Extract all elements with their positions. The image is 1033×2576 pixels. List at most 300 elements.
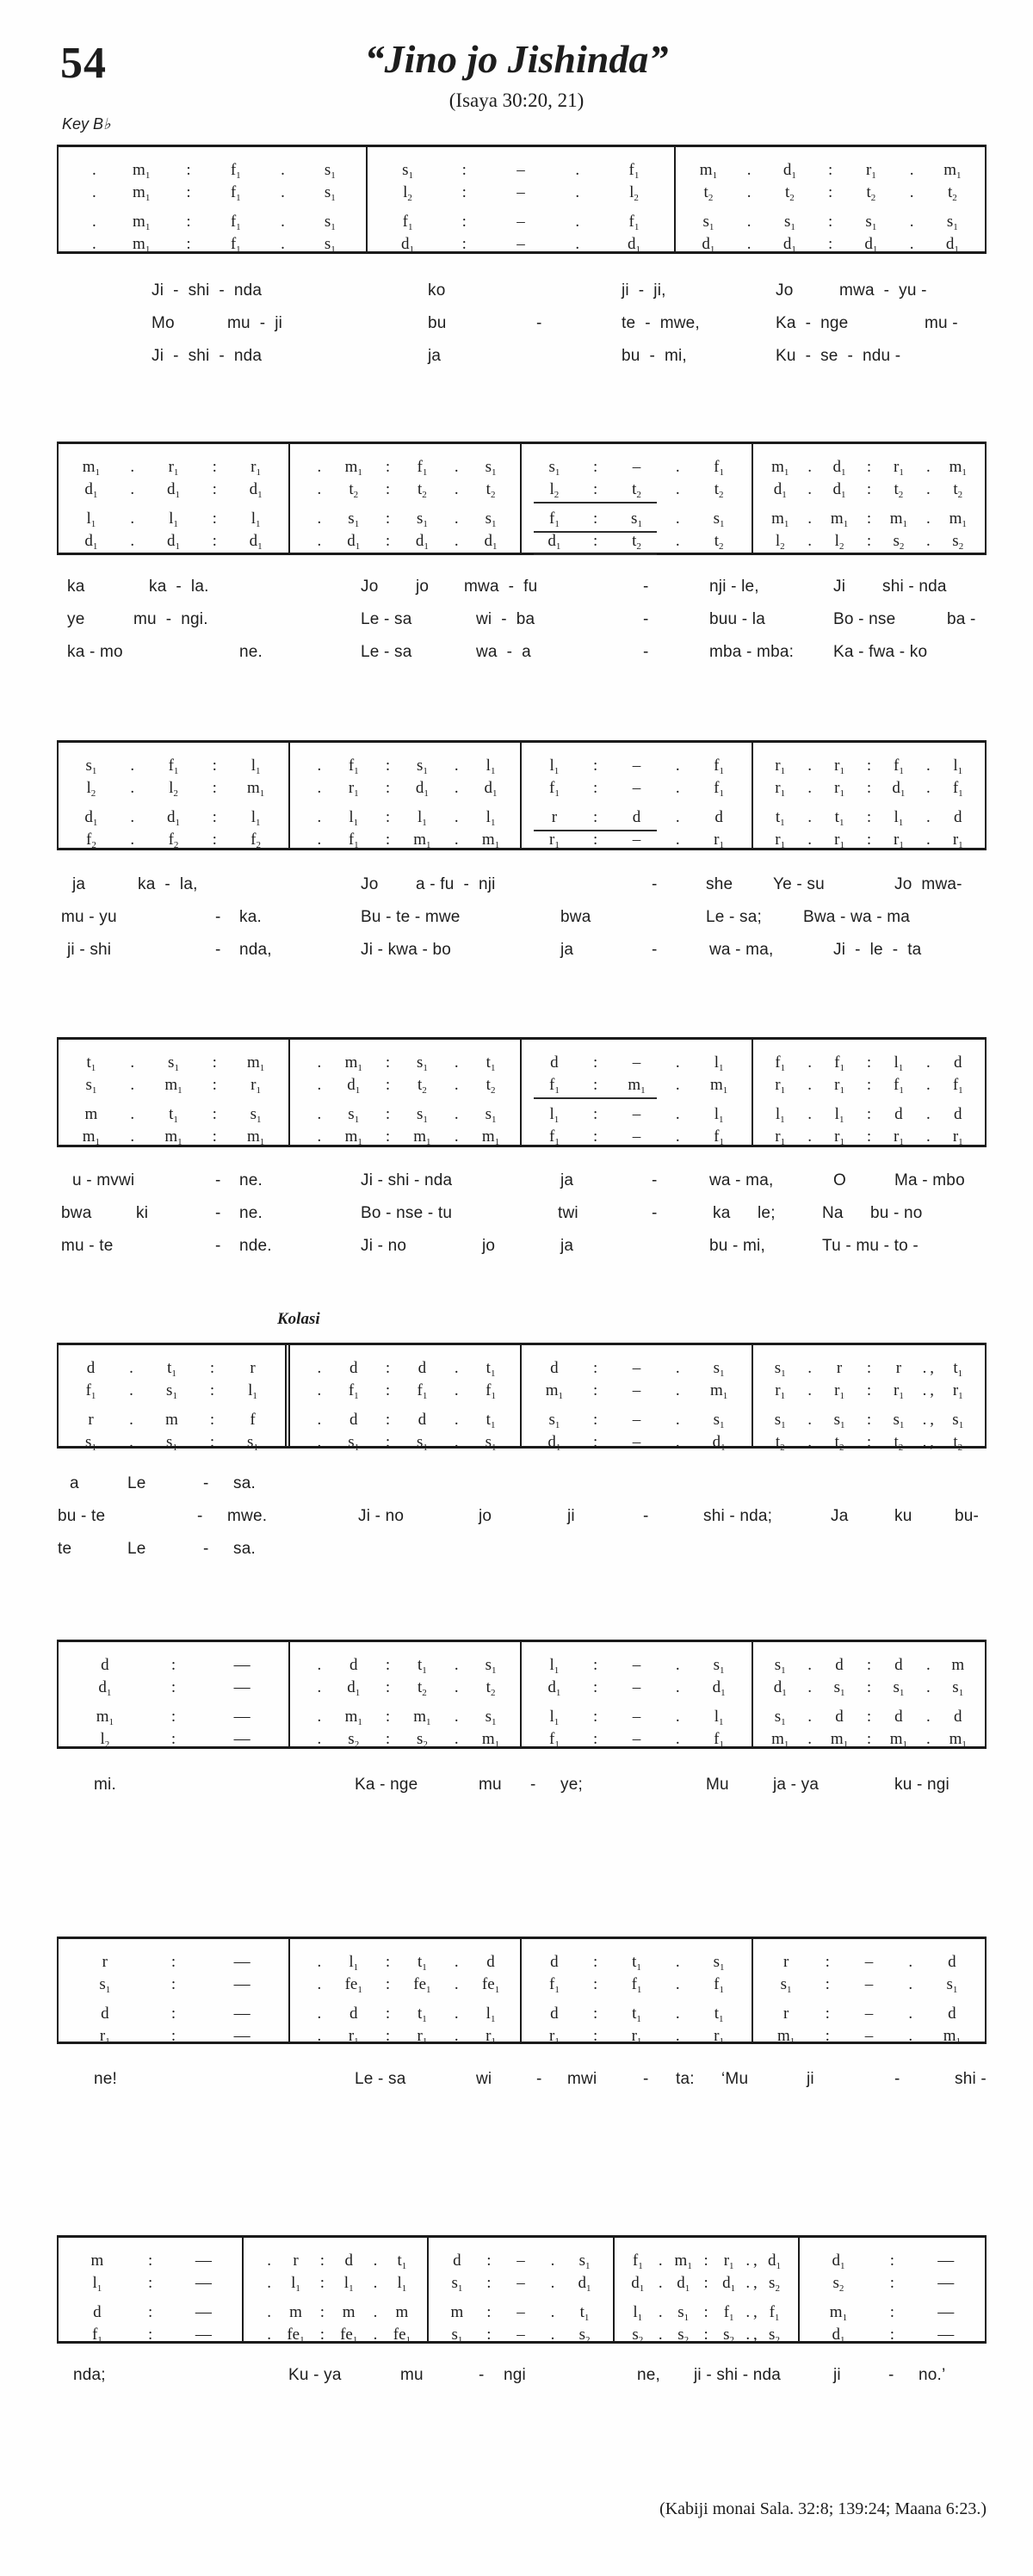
solfa-token: . [281, 235, 285, 253]
solfa-token: : [385, 831, 391, 849]
solfa-token: f [250, 1411, 256, 1429]
solfa-token: : [319, 2274, 325, 2292]
solfa-token: : [866, 808, 872, 826]
voice-row-tenor [59, 1105, 288, 1124]
solfa-token: : [593, 1359, 598, 1377]
solfa-token: : [319, 2326, 325, 2344]
lyric-syllable: mu - te [61, 1237, 114, 1255]
solfa-token: $r_1$ [417, 2027, 428, 2047]
solfa-token: : [186, 213, 191, 231]
voice-row-alto [244, 2274, 427, 2293]
voice-row-bass [800, 2326, 985, 2344]
solfa-token: r [102, 1953, 108, 1971]
solfa-token: $t_2$ [486, 480, 496, 500]
solfa-token: . [925, 1127, 931, 1146]
solfa-token: : [170, 1953, 176, 1971]
voice-row-bass [59, 2027, 288, 2046]
solfa-token: d [101, 2005, 109, 2023]
voice-row-alto [522, 779, 752, 798]
solfa-token: : [147, 2303, 153, 2321]
solfa-token: $s_1$ [485, 1708, 497, 1727]
solfa-token: : [385, 808, 391, 826]
solfa-token: $s_1$ [168, 1053, 179, 1073]
solfa-token: – [632, 757, 641, 775]
lyric-syllable: Jo [361, 875, 379, 893]
solfa-token: $f_1$ [417, 1381, 428, 1401]
solfa-token: : [385, 2005, 391, 2023]
solfa-token: r [88, 1411, 94, 1429]
lyric-syllable: Le - sa [355, 2070, 406, 2088]
solfa-token: : [385, 1678, 391, 1696]
voice-row-alto [753, 1381, 985, 1400]
solfa-token: . [317, 510, 322, 528]
lyric-syllable: ka - la, [138, 875, 198, 893]
solfa-token: $m_1$ [133, 183, 151, 203]
solfa-token: : [825, 2027, 830, 2045]
solfa-token: . [130, 532, 135, 550]
lyric-syllable: Ji [833, 578, 846, 596]
solfa-token: $m_1$ [82, 458, 101, 478]
solfa-token: . [675, 532, 680, 550]
solfa-token: $f_1$ [714, 779, 724, 799]
solfa-token: . [317, 757, 322, 775]
measure [429, 2238, 614, 2345]
solfa-token: . [317, 1433, 322, 1451]
solfa-token: : [385, 1708, 391, 1726]
solfa-token: $m_1$ [949, 510, 967, 529]
lyric-syllable: mi. [94, 1776, 116, 1794]
solfa-token: . [807, 1433, 812, 1451]
solfa-token: $l_2$ [629, 183, 639, 203]
lyric-syllable: ye; [560, 1776, 583, 1794]
voice-row-soprano [522, 757, 752, 775]
solfa-token: $s_1$ [485, 458, 497, 478]
solfa-token: . [807, 1127, 812, 1146]
solfa-token: . [807, 779, 812, 797]
voice-row-bass [522, 2027, 752, 2046]
measure [59, 1345, 290, 1453]
solfa-token: : [209, 1433, 215, 1451]
solfa-token: $d_1$ [773, 1678, 787, 1698]
solfa-token: $s_1$ [416, 510, 428, 529]
solfa-token: $r_1$ [631, 2027, 642, 2047]
solfa-token: — [195, 2252, 212, 2270]
solfa-token: : [866, 1656, 872, 1674]
solfa-token: $s_1$ [952, 1411, 964, 1430]
solfa-token: : [385, 1656, 391, 1674]
key-signature-label: Key B♭ [62, 115, 111, 133]
solfa-token: $f_1$ [230, 183, 241, 203]
measure [615, 2238, 800, 2345]
solfa-token: $r_1$ [893, 1381, 904, 1401]
solfa-token: $r_1$ [775, 1127, 786, 1147]
solfa-token: $s_2$ [416, 1730, 428, 1750]
solfa-token: d [894, 1656, 903, 1674]
solfa-token: $l_1$ [714, 1053, 724, 1073]
solfa-token: d [948, 1953, 956, 1971]
voice-row-bass [290, 2027, 520, 2046]
voice-row-bass [753, 2027, 985, 2046]
solfa-token: : [703, 2252, 708, 2270]
solfa-token: $s_1$ [247, 1433, 258, 1453]
solfa-token: : [186, 161, 191, 179]
solfa-token: $t_2$ [486, 1076, 496, 1096]
lyric-syllable: ne. [239, 643, 263, 661]
solfa-token: $l_1$ [714, 1708, 724, 1727]
solfa-token: $fe_1$ [344, 1975, 362, 1995]
solfa-token: : [147, 2252, 153, 2270]
solfa-token: : [170, 2027, 176, 2045]
voice-row-soprano [429, 2252, 612, 2270]
lyric-syllable: sa. [233, 1540, 256, 1558]
solfa-token: r [895, 1359, 902, 1377]
solfa-token: $t_1$ [418, 2005, 427, 2024]
solfa-token: . [807, 1656, 812, 1674]
solfa-token: $d_1$ [832, 480, 846, 500]
voice-row-tenor [753, 808, 985, 827]
solfa-token: . [454, 831, 459, 849]
solfa-token: . [925, 779, 931, 797]
voice-row-soprano [59, 458, 288, 477]
solfa-token: $fe_1$ [340, 2326, 358, 2345]
lyric-syllable: a [70, 1474, 79, 1492]
solfa-token: $f_1$ [723, 2303, 734, 2323]
voice-row-bass [290, 532, 520, 551]
solfa-token: m [395, 2303, 409, 2321]
solfa-token: $t_1$ [953, 1359, 963, 1379]
solfa-token: : [170, 1975, 176, 1993]
solfa-token: $m_1$ [830, 510, 849, 529]
solfa-token: $s_1$ [416, 1053, 428, 1073]
solfa-token: $s_1$ [485, 1433, 497, 1453]
solfa-token: . [317, 2005, 322, 2023]
solfa-token: d [835, 1656, 844, 1674]
solfa-token: $r_1$ [952, 1127, 963, 1147]
solfa-system-6 [57, 1640, 987, 1749]
solfa-token: $fe_1$ [481, 1975, 500, 1995]
solfa-token: $t_2$ [775, 1433, 785, 1453]
solfa-token: . [454, 2027, 459, 2045]
solfa-token: $l_1$ [248, 1381, 257, 1401]
lyric-syllable: ka - mo [67, 643, 123, 661]
solfa-token: : [593, 1975, 598, 1993]
hymn-title: “Jino jo Jishinda” [364, 37, 669, 81]
solfa-token: : [593, 757, 598, 775]
solfa-token: – [516, 2326, 525, 2344]
voice-row-alto [522, 480, 752, 503]
solfa-token: m [289, 2303, 302, 2321]
voice-row-bass [429, 2326, 612, 2344]
solfa-token: $f_1$ [714, 1127, 724, 1147]
solfa-token: : [385, 1359, 391, 1377]
solfa-token: : [866, 1708, 872, 1726]
lyric-syllable: ka - la. [149, 578, 209, 596]
lyric-syllable: Ku - se - ndu - [776, 347, 901, 365]
solfa-token: $d_1$ [768, 2252, 781, 2271]
solfa-token: : [186, 235, 191, 253]
solfa-token: $l_1$ [397, 2274, 407, 2294]
solfa-token: . [925, 831, 931, 849]
solfa-token: . [129, 1411, 133, 1429]
solfa-token: : [593, 808, 598, 826]
voice-row-alto [290, 1076, 520, 1095]
voice-row-tenor [244, 2303, 427, 2322]
lyric-syllable: ye [67, 610, 85, 628]
voice-row-tenor [59, 2005, 288, 2023]
scripture-reference: (Isaya 30:20, 21) [448, 90, 585, 111]
measure [290, 1040, 522, 1145]
solfa-token: : [593, 1411, 598, 1429]
solfa-token: . [317, 1127, 322, 1146]
solfa-token: $f_1$ [714, 458, 724, 478]
solfa-token: $d_1$ [722, 2274, 736, 2294]
lyric-syllable: Ma - mbo [894, 1171, 965, 1189]
lyric-syllable: Ji - kwa - bo [361, 941, 452, 959]
voice-row-soprano [753, 458, 985, 477]
solfa-token: : [866, 779, 872, 797]
voice-row-bass [522, 1433, 752, 1452]
voice-row-bass [290, 831, 520, 849]
solfa-token: . [925, 1708, 931, 1726]
solfa-token: – [516, 2303, 525, 2321]
solfa-token: : [385, 1076, 391, 1094]
solfa-token: $s_1$ [485, 1656, 497, 1676]
solfa-token: $t_2$ [632, 532, 641, 552]
solfa-token: . [130, 510, 135, 528]
solfa-token: $l_1$ [349, 808, 359, 828]
lyric-syllable: ne! [94, 2070, 118, 2088]
solfa-token: . [454, 480, 459, 498]
lyric-syllable: ka. [239, 908, 262, 926]
measure [676, 147, 985, 255]
solfa-token: $s_1$ [451, 2274, 463, 2294]
solfa-token: r [551, 808, 558, 826]
solfa-token: $m_1$ [481, 1127, 500, 1147]
lyric-syllable: ji - shi - nda [694, 2366, 782, 2384]
solfa-token: : [866, 1053, 872, 1072]
solfa-token: $d_1$ [166, 808, 180, 828]
lyric-syllable: ji - shi [67, 941, 112, 959]
lyric-syllable: Ji - no [361, 1237, 407, 1255]
voice-row-bass [522, 1127, 752, 1146]
slur-group [534, 808, 657, 831]
solfa-token: $d_1$ [547, 532, 561, 552]
voice-row-alto [753, 1076, 985, 1095]
solfa-token: . [908, 1953, 913, 1971]
solfa-token: $s_1$ [85, 1076, 97, 1096]
lyric-syllable: Ja [831, 1507, 849, 1525]
solfa-token: $f_1$ [628, 213, 640, 232]
solfa-token: : [212, 1053, 217, 1072]
voice-row-alto [753, 779, 985, 798]
solfa-token: . , [922, 1381, 934, 1399]
voice-row-alto [59, 779, 288, 798]
lyric-syllable: Na [822, 1204, 844, 1222]
lyric-syllable: Ku - ya [288, 2366, 342, 2384]
solfa-token: : [486, 2252, 492, 2270]
lyric-syllable: buu - la [709, 610, 765, 628]
solfa-token: $m_1$ [949, 1730, 967, 1750]
solfa-token: . [675, 1359, 680, 1377]
lyric-syllable: twi [558, 1204, 578, 1222]
lyric-syllable: Ji - no [358, 1507, 405, 1525]
lyric-syllable: ja - ya [773, 1776, 820, 1794]
solfa-token: $l_1$ [894, 808, 904, 828]
lyric-syllable: - [643, 1507, 649, 1525]
solfa-token: . [925, 1678, 931, 1696]
solfa-token: $f_1$ [834, 1053, 844, 1073]
solfa-token: d [86, 1359, 96, 1377]
slur-group [534, 510, 657, 533]
lyric-syllable: - [215, 1171, 221, 1189]
voice-row-soprano [290, 1953, 520, 1972]
lyric-syllable: Ji - shi - nda [152, 347, 263, 365]
voice-row-tenor [753, 1105, 985, 1124]
solfa-token: $r_1$ [893, 831, 904, 850]
solfa-token: $l_1$ [86, 510, 96, 529]
solfa-token: $f_1$ [952, 779, 963, 799]
solfa-token: $l_1$ [775, 1105, 785, 1125]
voice-row-soprano [753, 757, 985, 775]
voice-row-alto [59, 1975, 288, 1994]
voice-row-tenor [522, 1105, 752, 1124]
lyric-syllable: nde. [239, 1237, 272, 1255]
solfa-token: $m_1$ [344, 1708, 362, 1727]
solfa-token: . [317, 779, 322, 797]
solfa-token: . [454, 1053, 459, 1072]
voice-row-soprano [59, 757, 288, 775]
solfa-token: . [908, 2027, 913, 2045]
solfa-token: . [454, 1678, 459, 1696]
lyric-syllable: shi - [955, 2070, 987, 2088]
voice-row-tenor [290, 510, 520, 528]
lyric-syllable: - [203, 1540, 209, 1558]
solfa-token: $f_1$ [893, 1076, 904, 1096]
solfa-token: $r_1$ [486, 2027, 496, 2047]
solfa-token: : [212, 757, 217, 775]
solfa-token: . [281, 183, 285, 201]
solfa-token: . [454, 1433, 459, 1451]
solfa-token: $t_2$ [953, 1433, 963, 1453]
solfa-token: . [317, 1359, 322, 1377]
solfa-token: $t_1$ [834, 808, 844, 828]
solfa-token: $l_2$ [549, 480, 560, 500]
solfa-token: $t_1$ [486, 1053, 496, 1073]
voice-row-alto [290, 480, 520, 499]
solfa-token: $s_1$ [713, 510, 725, 529]
solfa-token: . [317, 1656, 322, 1674]
solfa-token: . [454, 532, 459, 550]
solfa-token: $r_1$ [723, 2252, 734, 2271]
lyric-syllable: Mu [706, 1776, 729, 1794]
solfa-token: . [267, 2252, 271, 2270]
solfa-token: . [925, 1053, 931, 1072]
slur-group [534, 480, 657, 503]
solfa-token: $l_1$ [418, 808, 427, 828]
solfa-token: . [909, 161, 914, 179]
solfa-token: : [593, 1708, 598, 1726]
solfa-token: $t_2$ [703, 183, 714, 203]
voice-row-soprano [522, 1053, 752, 1072]
solfa-token: $l_1$ [834, 1105, 844, 1125]
solfa-token: . [454, 1381, 459, 1399]
solfa-token: – [516, 161, 525, 179]
solfa-token: m [450, 2303, 464, 2321]
voice-row-soprano [522, 1656, 752, 1675]
solfa-token: $s_1$ [324, 235, 336, 255]
solfa-token: $f_1$ [402, 213, 413, 232]
solfa-token: . [925, 1656, 931, 1674]
solfa-token: . [925, 1105, 931, 1123]
solfa-token: $t_2$ [714, 532, 724, 552]
solfa-token: . [317, 532, 322, 550]
solfa-token: : [593, 1953, 598, 1971]
measure [522, 1939, 753, 2047]
solfa-token: $l_2$ [403, 183, 412, 203]
measure [59, 2238, 244, 2345]
solfa-token: : [147, 2274, 153, 2292]
solfa-token: . [925, 808, 931, 826]
solfa-token: $r_1$ [834, 757, 844, 776]
solfa-token: $m_1$ [628, 1076, 646, 1096]
lyric-syllable: ka [713, 1204, 731, 1222]
measure [753, 1939, 985, 2047]
solfa-token: . [807, 1708, 812, 1726]
solfa-token: . [317, 1076, 322, 1094]
solfa-token: . [130, 480, 135, 498]
voice-row-soprano [290, 1359, 520, 1378]
solfa-token: r [250, 1359, 256, 1377]
lyric-syllable: Ka - nge [355, 1776, 418, 1794]
lyric-syllable: Tu - mu - to - [822, 1237, 919, 1255]
solfa-token: . [807, 1730, 812, 1748]
lyric-syllable: ji [807, 2070, 814, 2088]
solfa-token: $l_1$ [549, 1708, 560, 1727]
solfa-token: $s_1$ [324, 213, 336, 232]
voice-row-tenor [522, 1411, 752, 1430]
solfa-token: : [212, 808, 217, 826]
solfa-token: $s_1$ [713, 1656, 725, 1676]
lyric-syllable: bu - mi, [622, 347, 687, 365]
solfa-token: $d_1$ [578, 2274, 591, 2294]
solfa-token: $s_2$ [348, 1730, 360, 1750]
solfa-token: $s_1$ [780, 1975, 792, 1995]
solfa-token: $t_1$ [579, 2303, 590, 2323]
solfa-token: d [93, 2303, 102, 2321]
solfa-token: . [92, 235, 96, 253]
solfa-token: : [385, 757, 391, 775]
solfa-token: $d_1$ [864, 235, 878, 255]
measure [290, 1345, 522, 1453]
measure [753, 1642, 985, 1750]
solfa-token: . [317, 458, 322, 476]
solfa-token: $s_1$ [348, 510, 360, 529]
solfa-token: . [675, 1730, 680, 1748]
solfa-token: : [593, 1127, 598, 1146]
lyric-syllable: - [643, 578, 649, 596]
solfa-token: : [827, 183, 833, 201]
solfa-token: . [675, 1975, 680, 1993]
solfa-token: $t_1$ [397, 2252, 407, 2271]
solfa-token: : [866, 480, 872, 498]
voice-row-alto [429, 2274, 612, 2293]
solfa-token: . [454, 2005, 459, 2023]
voice-row-bass [59, 235, 366, 254]
solfa-token: . [454, 458, 459, 476]
solfa-token: . [675, 808, 680, 826]
solfa-token: . [807, 510, 812, 528]
lyric-syllable: Le - sa [361, 643, 412, 661]
